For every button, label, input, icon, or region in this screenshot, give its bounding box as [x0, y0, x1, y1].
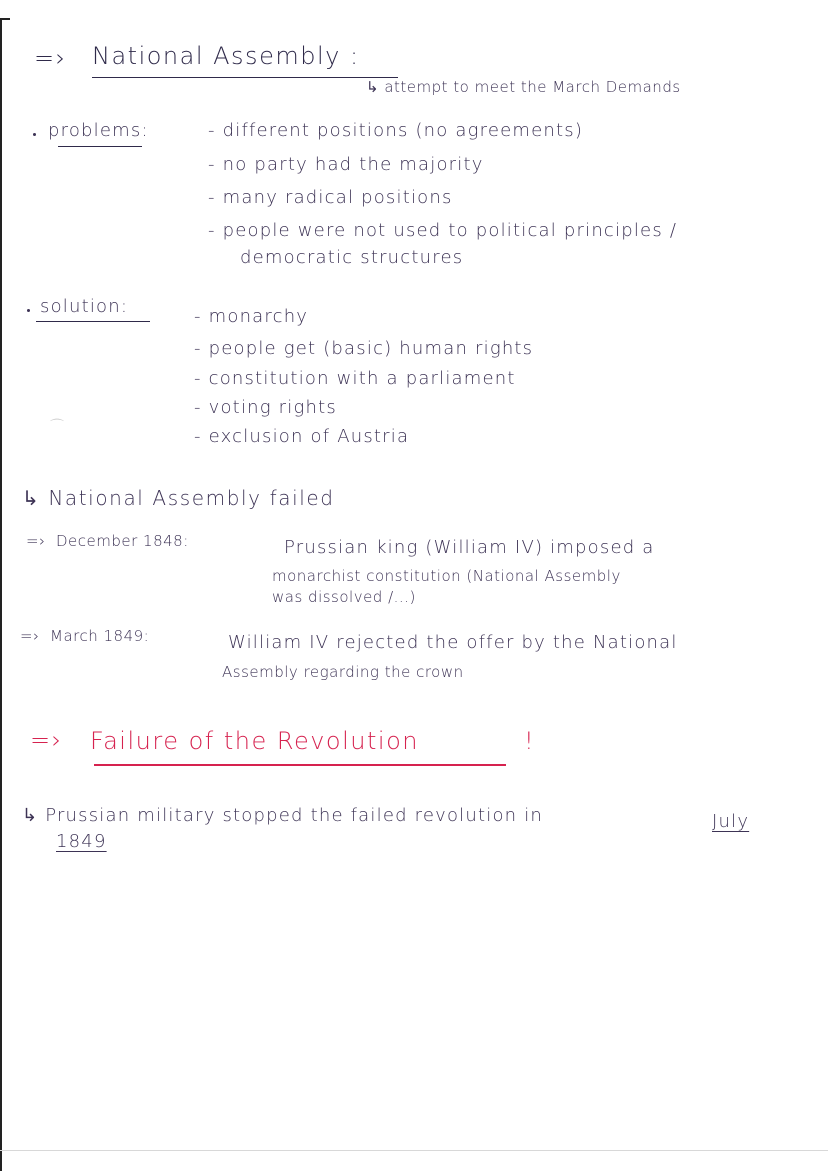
bullet-dot: [27, 309, 30, 312]
solution-item: - monarchy: [194, 306, 309, 327]
event-text-line: monarchist constitution (National Assembly: [272, 567, 621, 585]
event-marker: =›: [20, 627, 40, 645]
solution-item: - constitution with a parliament: [194, 368, 516, 389]
problem-item: - different positions (no agreements): [208, 120, 584, 141]
event-text-line: was dissolved /...): [272, 588, 416, 606]
scan-border-bottom: [0, 1150, 828, 1151]
failure-of-revolution-heading: Failure of the Revolution: [90, 727, 419, 755]
solution-item: - exclusion of Austria: [194, 426, 410, 447]
event-date-march-1849: March 1849:: [50, 627, 150, 645]
problem-item: - many radical positions: [208, 187, 453, 208]
scan-border-top: [0, 18, 10, 20]
heading-underline: [92, 77, 398, 78]
event-text-line: Assembly regarding the crown: [222, 663, 464, 681]
problem-item: - no party had the majority: [208, 154, 484, 175]
failure-heading-exclaim: !: [524, 727, 536, 755]
problems-label: problems:: [48, 120, 149, 141]
march-demands-note: ↳ attempt to meet the March Demands: [366, 78, 681, 96]
solution-label: solution:: [40, 296, 129, 317]
event-date-december-1848: December 1848:: [56, 532, 189, 550]
conclusion-month: July: [712, 811, 750, 832]
heading-arrow: =›: [34, 44, 67, 72]
problems-underline: [58, 146, 142, 147]
failure-heading-arrow: =›: [30, 726, 63, 754]
failure-heading-underline: [94, 764, 506, 766]
bullet-dot: [33, 133, 36, 136]
scan-border-left: [0, 18, 2, 1171]
problem-item: - people were not used to political principles /: [208, 220, 678, 241]
event-text-line: Prussian king (William IV) imposed a: [284, 537, 655, 558]
event-marker: =›: [26, 532, 46, 550]
conclusion-year: 1849: [56, 831, 107, 852]
problem-item-continued: democratic structures: [240, 247, 464, 268]
solution-item: - voting rights: [194, 397, 337, 418]
solution-item: - people get (basic) human rights: [194, 338, 534, 359]
conclusion-line: ↳ Prussian military stopped the failed revolution in: [22, 805, 544, 826]
failed-line: ↳ National Assembly failed: [22, 486, 335, 510]
national-assembly-heading: National Assembly :: [92, 42, 360, 70]
pen-smudge: ⌒: [50, 419, 64, 435]
event-text-line: William IV rejected the offer by the National: [228, 632, 678, 653]
solution-underline: [36, 321, 150, 322]
